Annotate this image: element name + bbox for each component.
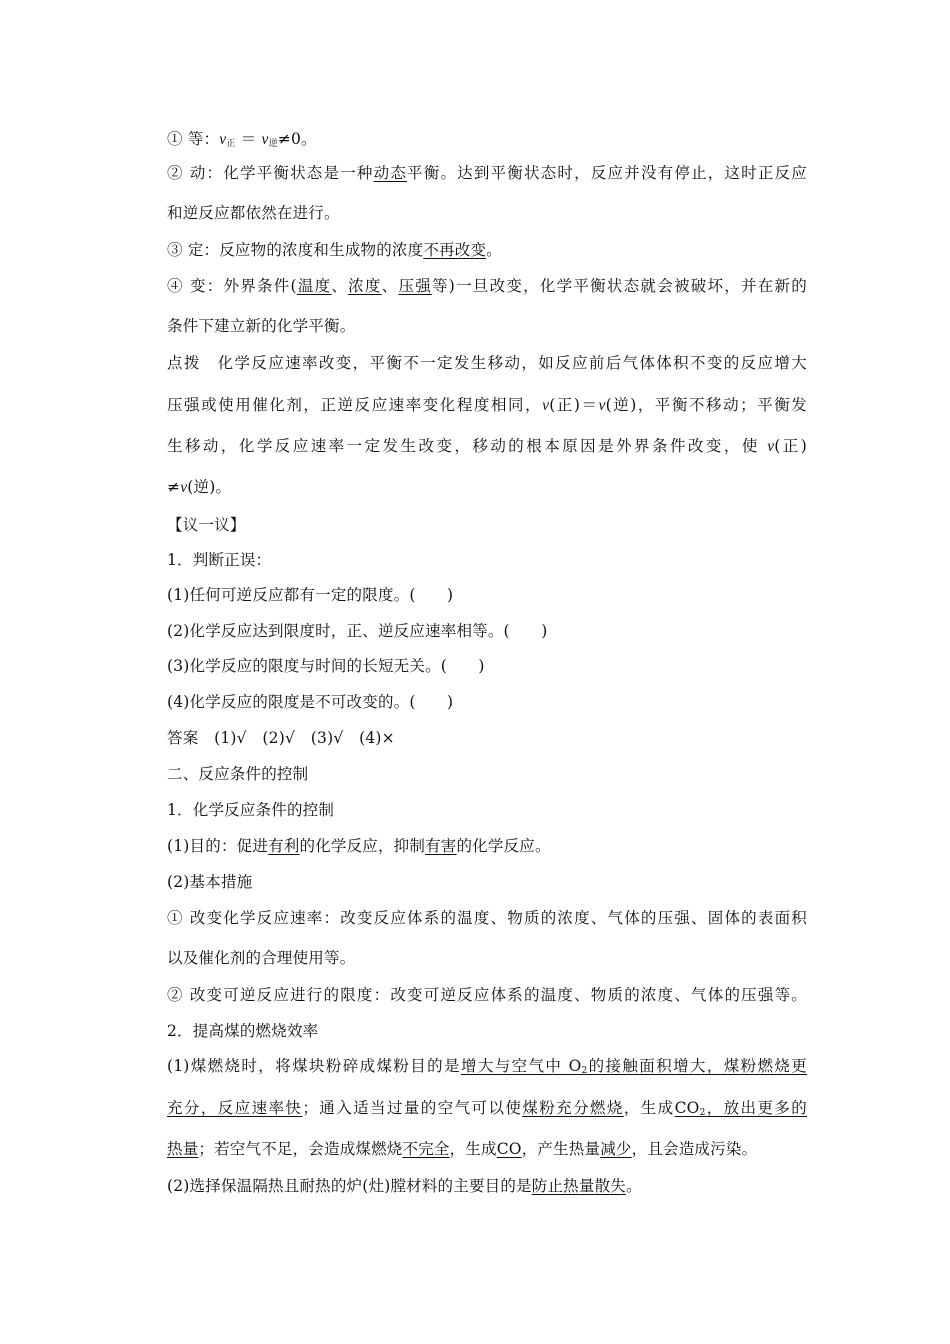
- answer-underlined: 动态: [373, 164, 408, 182]
- text: ① 改变化学反应速率：改变反应体系的温度、物质的浓度、气体的压强、固体的表面积: [167, 909, 807, 927]
- answer-underlined: 不完全: [402, 1140, 450, 1158]
- text: ；若空气不足，会造成煤燃烧: [198, 1140, 403, 1158]
- answer-underlined: 不再改变: [423, 241, 487, 259]
- text: (2)基本措施: [167, 873, 253, 891]
- answer-text: CO: [674, 1099, 700, 1117]
- tip-paragraph: [167, 352, 807, 374]
- text: 以及催化剂的合理使用等。: [167, 949, 356, 967]
- text: 平衡。达到平衡状态时，反应并没有停止，这时正反应: [407, 164, 807, 182]
- tip-paragraph: [167, 435, 807, 458]
- equilibrium-feature-fixed: [167, 239, 807, 261]
- subscript-forward: 正: [226, 139, 236, 149]
- text: 、: [331, 277, 349, 295]
- subsection-heading: [167, 1020, 807, 1042]
- answer-text: ，放出更多的: [705, 1099, 808, 1117]
- paragraph-line: [167, 1175, 807, 1197]
- text: ，生成: [449, 1140, 497, 1158]
- answer-underlined: 压强: [398, 277, 432, 295]
- paragraph-line: [167, 1138, 807, 1160]
- paragraph-line: [167, 907, 807, 929]
- text: ，产生热量: [521, 1140, 601, 1158]
- text: ③ 定：反应物的浓度和生成物的浓度: [167, 241, 424, 259]
- question-item: [167, 655, 807, 677]
- paragraph-line: [167, 202, 807, 224]
- answer-underlined: 防止热量散失: [531, 1177, 626, 1195]
- text: (1)任何可逆反应都有一定的限度。( ): [167, 586, 454, 604]
- text: (2)选择保温隔热且耐热的炉(灶)膛材料的主要目的是: [167, 1177, 532, 1195]
- text: 2．提高煤的燃烧效率: [167, 1022, 319, 1040]
- text: (逆)。: [187, 478, 232, 496]
- answer-underlined: 煤粉充分燃烧: [522, 1099, 624, 1117]
- paragraph-line: [167, 1097, 807, 1124]
- text: 压强或使用催化剂，正逆反应速率变化程度相同，: [167, 396, 543, 414]
- answer-text: 的接触面积增大，煤粉燃烧更: [587, 1057, 807, 1075]
- text: 等)一旦改变，化学平衡状态就会被破坏，并在新的: [431, 277, 807, 295]
- tip-paragraph: [167, 394, 807, 417]
- answer-underlined: 温度: [296, 277, 332, 295]
- text: 1．化学反应条件的控制: [167, 801, 335, 819]
- question-item: [167, 620, 807, 642]
- paragraph-line: [167, 835, 807, 857]
- question-item: [167, 691, 807, 713]
- text: (正): [774, 437, 808, 455]
- v-symbol: v: [261, 131, 269, 148]
- answer-underlined: 有利: [268, 837, 300, 855]
- text: ；通入适当过量的空气可以使: [302, 1099, 523, 1117]
- text: 条件下建立新的化学平衡。: [167, 317, 356, 335]
- text: 。: [486, 241, 502, 259]
- section-heading-discuss: [167, 514, 807, 536]
- v-symbol: v: [542, 397, 550, 414]
- text: (1)目的：促进: [167, 837, 269, 855]
- text: (逆)，平衡不移动；平衡发: [605, 396, 807, 414]
- answer-underlined: 充分，反应速率快: [167, 1099, 303, 1117]
- tip-paragraph: [167, 476, 807, 499]
- equilibrium-feature-dynamic: [167, 162, 807, 184]
- text: 的化学反应。: [456, 837, 551, 855]
- text: ，且会造成污染。: [631, 1140, 758, 1158]
- text: ① 等：: [167, 130, 220, 148]
- answer-underlined: CO: [496, 1140, 522, 1158]
- text: (4)化学反应的限度是不可改变的。( ): [167, 693, 454, 711]
- text: 二、反应条件的控制: [167, 765, 309, 783]
- text: (3)化学反应的限度与时间的长短无关。( ): [167, 657, 485, 675]
- text: 【议一议】: [167, 516, 246, 534]
- text: (正)＝: [549, 396, 599, 414]
- v-symbol: v: [219, 131, 227, 148]
- paragraph-line: [167, 1055, 807, 1082]
- text: 生移动，化学反应速率一定发生改变，移动的根本原因是外界条件改变，使: [167, 437, 768, 455]
- answer-underlined: 浓度: [348, 277, 382, 295]
- answer-text: 增大与空气中 O: [460, 1057, 582, 1075]
- text: ② 改变可逆反应进行的限度：改变可逆反应体系的温度、物质的浓度、气体的压强等。: [167, 986, 807, 1004]
- text: 1．判断正误：: [167, 551, 272, 569]
- paragraph-line: [167, 984, 807, 1006]
- text: 。: [625, 1177, 642, 1195]
- question-heading: [167, 549, 807, 571]
- paragraph-line: [167, 315, 807, 337]
- text: ，生成: [623, 1099, 675, 1117]
- subsection-heading: [167, 799, 807, 821]
- answer-underlined: [461, 1057, 807, 1075]
- question-item: [167, 584, 807, 606]
- section-heading: [167, 763, 807, 785]
- v-symbol: v: [598, 397, 606, 414]
- answer-underlined: 热量: [167, 1140, 199, 1158]
- text: ≠: [167, 478, 181, 496]
- answer-underlined: 有害: [425, 837, 457, 855]
- answer-underlined: [675, 1099, 807, 1117]
- text: (1)煤燃烧时，将煤块粉碎成煤粉目的是: [167, 1057, 461, 1075]
- answer-underlined: 减少: [600, 1140, 632, 1158]
- text: 答案 (1)√ (2)√ (3)√ (4)×: [167, 729, 395, 747]
- text: (2)化学反应达到限度时，正、逆反应速率相等。( ): [167, 622, 548, 640]
- subscript-reverse: 逆: [268, 139, 278, 149]
- equilibrium-feature-equal: [167, 128, 807, 155]
- text: ≠0。: [277, 130, 317, 148]
- equals-sign: ＝: [235, 130, 262, 148]
- text: 点拨 化学反应速率改变，平衡不一定发生移动，如反应前后气体体积不变的反应增大: [167, 354, 807, 372]
- text: 和逆反应都依然在进行。: [167, 204, 340, 222]
- equilibrium-feature-change: [167, 275, 807, 297]
- answer-line: [167, 727, 807, 749]
- text: ② 动：化学平衡状态是一种: [167, 164, 374, 182]
- text: ④ 变：外界条件(: [167, 277, 297, 295]
- paragraph-line: [167, 947, 807, 969]
- v-symbol: v: [767, 438, 775, 455]
- text: 、: [381, 277, 399, 295]
- subscript: 2: [699, 1108, 706, 1118]
- subscript: 2: [581, 1066, 588, 1076]
- v-symbol: v: [180, 479, 188, 496]
- paragraph-line: [167, 871, 807, 893]
- text: 的化学反应，抑制: [299, 837, 426, 855]
